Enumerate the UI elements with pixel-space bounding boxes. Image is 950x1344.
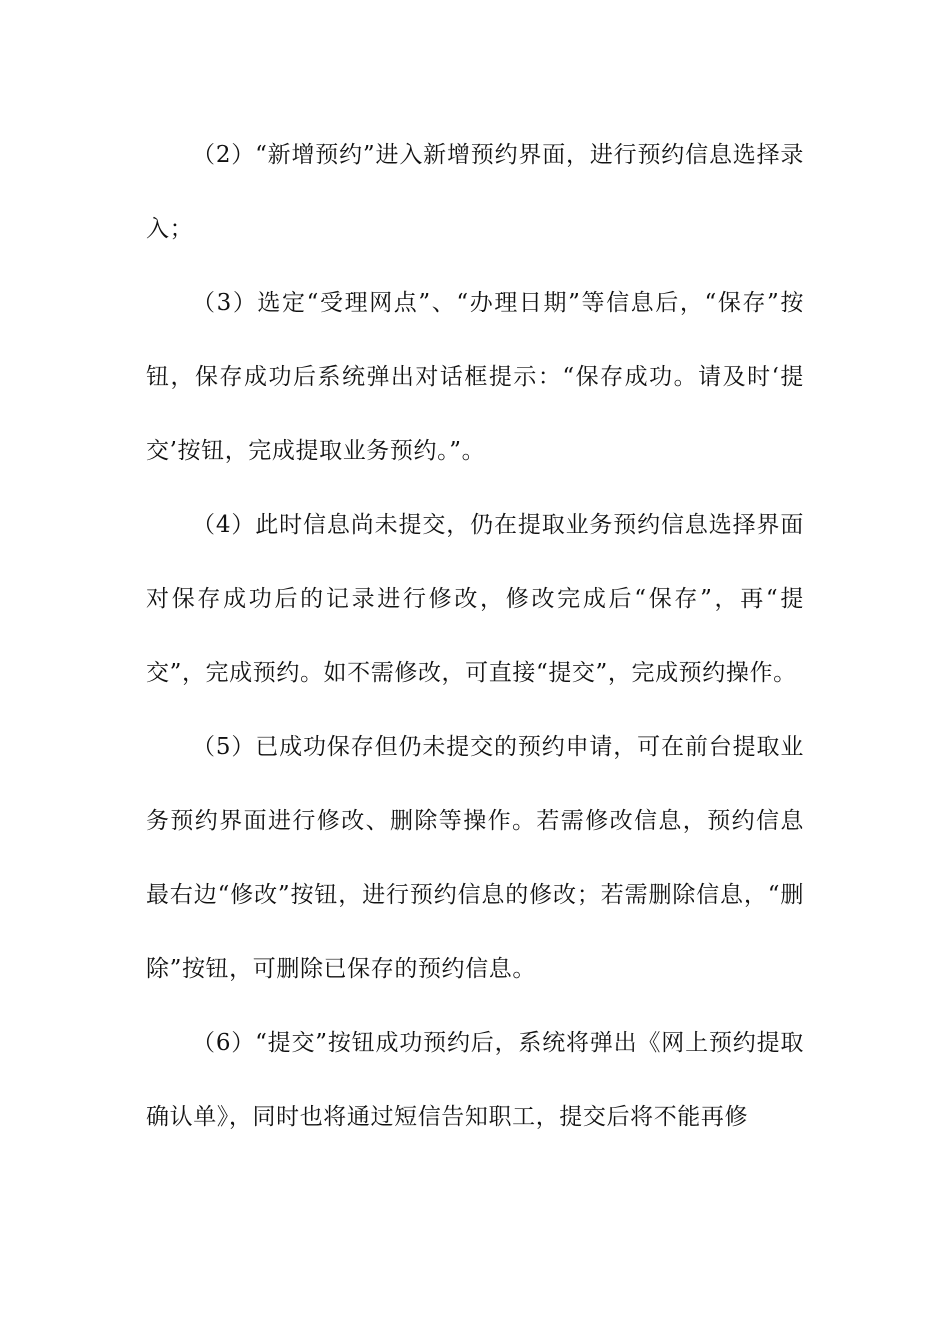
paragraph-step-3: （3）选定“受理网点”、“办理日期”等信息后，“保存”按钮，保存成功后系统弹出对话框提示：“保存成功。请及时‘提交’按钮，完成提取业务预约。”。 [146,290,804,464]
paragraph-step-5: （5）已成功保存但仍未提交的预约申请，可在前台提取业务预约界面进行修改、删除等操作。若需修改信息，预约信息最右边“修改”按钮，进行预约信息的修改；若需删除信息，“删除”按钮，可删除已保存的预约信息。 [146,734,804,982]
paragraph-step-4: （4）此时信息尚未提交，仍在提取业务预约信息选择界面对保存成功后的记录进行修改，修改完成后“保存”，再“提交”，完成预约。如不需修改，可直接“提交”，完成预约操作。 [146,512,804,686]
paragraph-step-6: （6）“提交”按钮成功预约后，系统将弹出《网上预约提取确认单》，同时也将通过短信告知职工，提交后将不能再修 [146,1030,804,1130]
paragraph-step-2: （2）“新增预约”进入新增预约界面，进行预约信息选择录入； [146,142,804,242]
